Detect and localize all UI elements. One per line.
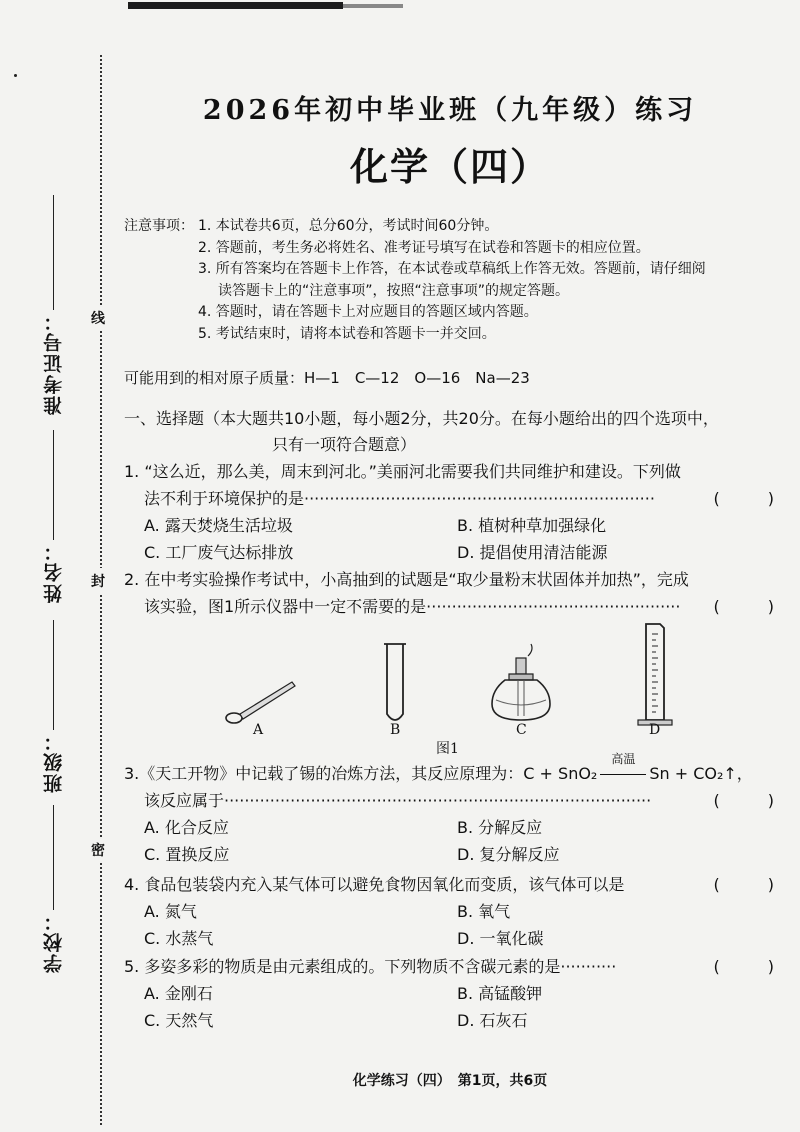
margin-field-blank [53,430,54,540]
exam-title: 2026年初中毕业班（九年级）练习 [202,95,698,126]
notes-label: 注意事项： [124,218,194,234]
option-d: D. 一氧化碳 [457,929,544,948]
exam-notes [124,216,774,345]
question-stem: 1. “这么近，那么美，周末到河北。”美丽河北需要我们共同维护和建设。下列做 [124,462,681,481]
figure-caption: 图1 [436,741,459,757]
question-stem: 3.《天工开物》中记载了锡的冶炼方法，其反应原理为： [124,764,524,783]
reaction-condition: 高温 [611,752,636,766]
note-item: 1. 本试卷共6页，总分60分，考试时间60分钟。 [198,218,499,234]
note-item: 读答题卡上的“注意事项”，按照“注意事项”的规定答题。 [218,282,570,299]
cut-mark-line: 线 [91,305,105,331]
option-d: D. 复分解反应 [457,845,560,864]
option-a: A. 露天焚烧生活垃圾 [144,516,293,535]
option-b: B. 高锰酸钾 [457,984,543,1003]
option-b: B. 分解反应 [457,818,543,837]
question-5 [124,953,774,1034]
figure-label-a: A [253,722,264,738]
formula-reactants: C + SnO₂ [523,764,598,783]
answer-bracket: ( ) [713,597,774,616]
answer-bracket: ( ) [713,489,774,508]
question-4 [124,871,774,952]
option-c: C. 工厂废气达标排放 [144,543,294,562]
option-a: A. 化合反应 [144,818,229,837]
question-stem: 该实验，图1所示仪器中一定不需要的是·················································· [144,597,681,616]
spoon-icon [226,682,295,723]
note-item: 2. 答题前，考生务必将姓名、准考证号填写在试卷和答题卡的相应位置。 [198,239,650,256]
cut-mark-secret: 密 [91,837,105,863]
margin-field-school [40,805,67,973]
question-stem: 5. 多姿多彩的物质是由元素组成的。下列物质不含碳元素的是··········· [124,957,617,976]
cut-mark-seal: 封 [91,568,105,594]
figure-1 [200,620,700,760]
question-stem: 4. 食品包装袋内充入某气体可以避免食物因氧化而变质，该气体可以是 [124,875,625,894]
section-heading-line: 只有一项符合题意） [272,435,417,454]
margin-field-name [40,430,67,603]
option-b: B. 植树种草加强绿化 [457,516,607,535]
option-b: B. 氧气 [457,902,511,921]
section-heading-line: 一、选择题（本大题共10小题，每小题2分，共20分。在每小题给出的四个选项中， [124,409,719,428]
margin-field-exam-number [40,195,67,415]
note-item: 3. 所有答案均在答题卡上作答，在本试卷或草稿纸上作答无效。答题前，请仔细阅 [198,261,706,277]
question-stem: 该反应属于···················································································· [144,791,652,810]
question-stem: 2. 在中考实验操作考试中，小高抽到的试题是“取少量粉末状固体并加热”，完成 [124,570,689,589]
page-footer: 化学练习（四） 第1页，共6页 [352,1073,548,1089]
option-c: C. 置换反应 [144,845,230,864]
reaction-arrow [597,752,649,787]
margin-field-blank [53,620,54,730]
margin-field-blank [53,195,54,310]
exam-subject: 化学（四） [349,144,550,189]
formula-products: Sn + CO₂↑， [649,764,753,783]
figure-label-c: C [516,722,527,738]
figure-label-d: D [649,722,661,738]
option-a: A. 金刚石 [144,984,213,1003]
margin-field-label: 学校： [43,910,65,973]
margin-field-label: 姓名： [43,540,65,603]
option-c: C. 水蒸气 [144,929,214,948]
graduated-cylinder-icon [638,624,672,725]
margin-field-label: 班级： [43,730,65,793]
option-d: D. 石灰石 [457,1011,528,1030]
margin-field-label: 准考证号： [43,310,65,415]
scan-edge-mark [128,2,343,9]
question-1 [124,458,774,566]
question-3 [124,752,774,868]
scan-speck [14,74,17,77]
note-item: 4. 答题时，请在答题卡上对应题目的答题区域内答题。 [198,304,538,320]
scan-edge-mark-faint [343,4,403,8]
note-item: 5. 考试结束时，请将本试卷和答题卡一并交回。 [198,325,496,342]
question-2 [124,566,774,620]
answer-bracket: ( ) [713,791,774,810]
answer-bracket: ( ) [713,957,774,976]
alcohol-lamp-icon [492,644,550,720]
atomic-mass-reference: 可能用到的相对原子质量：H—1 C—12 O—16 Na—23 [124,369,530,387]
margin-field-blank [53,805,54,910]
section-heading [124,406,774,458]
answer-bracket: ( ) [713,875,774,894]
option-a: A. 氮气 [144,902,197,921]
option-c: C. 天然气 [144,1011,214,1030]
option-d: D. 提倡使用清洁能源 [457,543,608,562]
question-stem: 法不利于环境保护的是····································································· [144,489,655,508]
margin-field-class [40,620,67,793]
figure-label-b: B [390,722,401,738]
test-tube-icon [384,644,406,720]
